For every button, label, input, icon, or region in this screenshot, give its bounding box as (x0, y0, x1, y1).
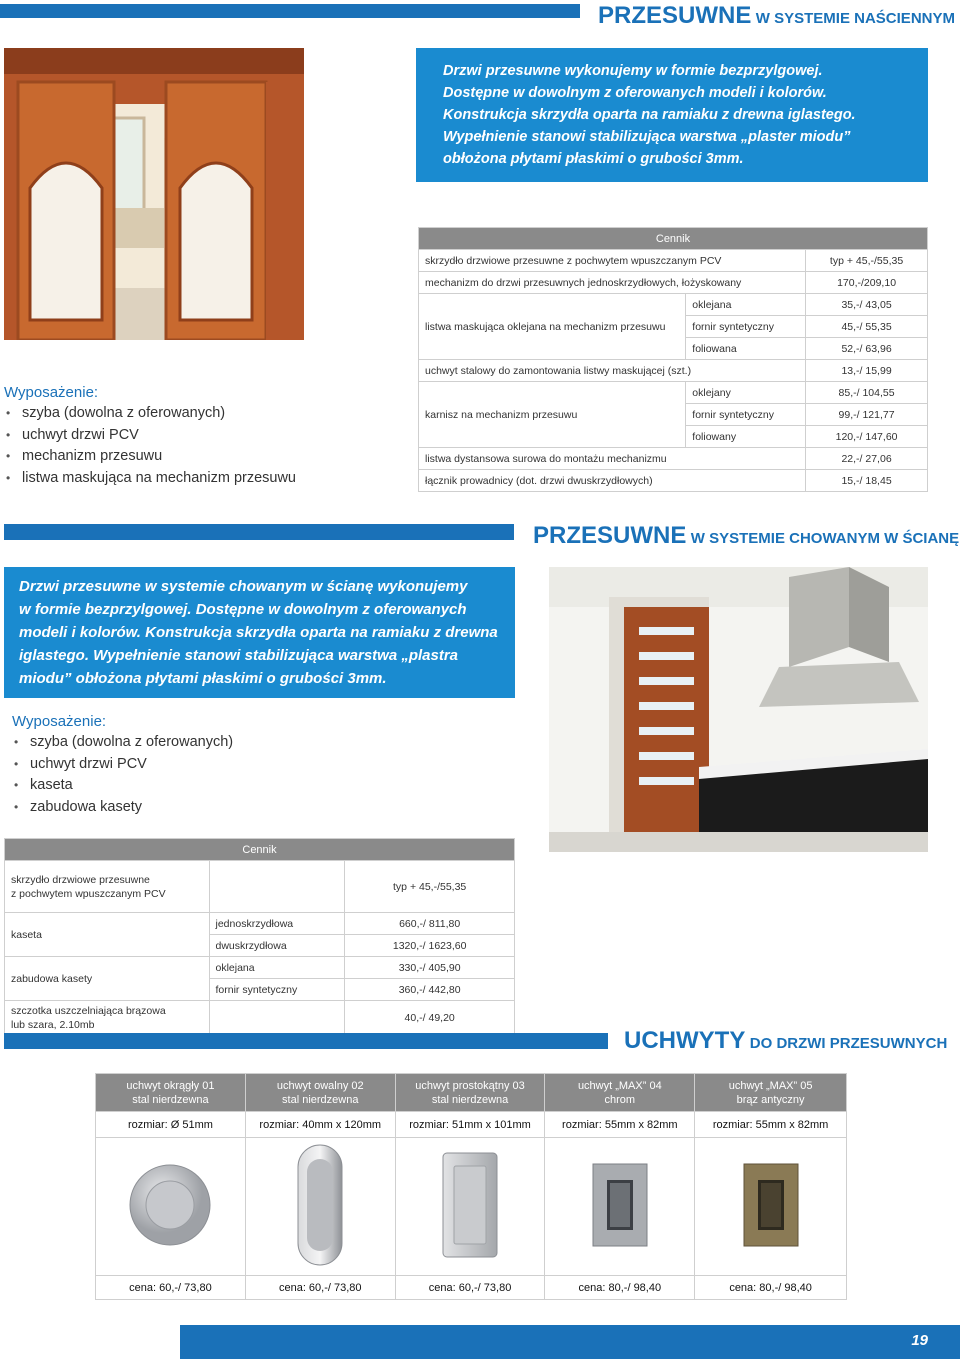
row-name (5, 861, 210, 913)
section2-price-table (4, 838, 515, 1035)
row-name: listwa dystansowa surowa do montażu mechanizmu (419, 448, 806, 470)
handle-material: chrom (604, 1093, 636, 1106)
handle-price: cena: 60,-/ 73,80 (245, 1276, 395, 1300)
handle-name: uchwyt „MAX” 04 (577, 1079, 662, 1092)
row-price: 360,-/ 442,80 (345, 979, 515, 1001)
row-price: 45,-/ 55,35 (806, 316, 928, 338)
row-price: 13,-/ 15,99 (806, 360, 928, 382)
handle-price: cena: 80,-/ 98,40 (695, 1276, 847, 1300)
section3-accent-bar (4, 1033, 608, 1049)
handle-price: cena: 80,-/ 98,40 (545, 1276, 695, 1300)
row-variant: jednoskrzydłowa (209, 913, 345, 935)
row-price: typ + 45,-/55,35 (345, 861, 515, 913)
handles-table (95, 1073, 847, 1300)
handle-name: uchwyt „MAX” 05 (728, 1079, 813, 1092)
section2-title-big: PRZESUWNE (533, 522, 687, 549)
row-name: mechanizm do drzwi przesuwnych jednoskrzydłowych, łożyskowany (419, 272, 806, 294)
handle-header (695, 1074, 847, 1112)
row-name-line: lub szara, 2.10mb (11, 1018, 95, 1031)
handle-size: rozmiar: 55mm x 82mm (545, 1112, 695, 1138)
row-variant: oklejany (686, 382, 806, 404)
section3-title (624, 1027, 947, 1055)
section2-intro (4, 567, 515, 698)
intro-line: Konstrukcja skrzydła oparta na ramiaku z drewna iglastego. (443, 107, 856, 123)
section1-title-small: W SYSTEMIE NAŚCIENNYM (755, 10, 955, 27)
oval-handle-icon (295, 1143, 345, 1267)
equipment-item: • uchwyt drzwi PCV (4, 425, 296, 447)
price-table-header: Cennik (5, 839, 515, 861)
table-row (5, 1001, 515, 1035)
row-price: 85,-/ 104,55 (806, 382, 928, 404)
table-row (419, 294, 928, 316)
row-name: kaseta (5, 913, 210, 957)
row-price: 40,-/ 49,20 (345, 1001, 515, 1035)
empty-cell (209, 1001, 345, 1035)
table-row (419, 448, 928, 470)
row-price: 99,-/ 121,77 (806, 404, 928, 426)
row-name: zabudowa kasety (5, 957, 210, 1001)
handle-name: uchwyt owalny 02 (276, 1079, 364, 1092)
table-row (419, 272, 928, 294)
row-variant: oklejana (209, 957, 345, 979)
row-price: 22,-/ 27,06 (806, 448, 928, 470)
row-price: 52,-/ 63,96 (806, 338, 928, 360)
row-price: typ + 45,-/55,35 (806, 250, 928, 272)
row-variant: fornir syntetyczny (209, 979, 345, 1001)
handle-price: cena: 60,-/ 73,80 (96, 1276, 246, 1300)
row-name: łącznik prowadnicy (dot. drzwi dwuskrzydłowych) (419, 470, 806, 492)
equipment-item: • listwa maskująca na mechanizm przesuwu (4, 468, 296, 490)
row-price: 330,-/ 405,90 (345, 957, 515, 979)
equipment-item: • mechanizm przesuwu (4, 446, 296, 468)
intro-line: modeli i kolorów. Konstrukcja skrzydła oparta na ramiaku z drewna (19, 624, 498, 641)
row-price: 15,-/ 18,45 (806, 470, 928, 492)
handle-price: cena: 60,-/ 73,80 (395, 1276, 545, 1300)
table-row (5, 913, 515, 935)
intro-line: Dostępne w dowolnym z oferowanych modeli i kolorów. (443, 85, 827, 101)
section1-title (598, 2, 955, 30)
handle-name: uchwyt okrągły 01 (126, 1079, 215, 1092)
row-price: 35,-/ 43,05 (806, 294, 928, 316)
section1-equipment (4, 384, 296, 489)
handle-image-cell (245, 1138, 395, 1276)
intro-line: Drzwi przesuwne w systemie chowanym w ścianę wykonujemy (19, 578, 468, 595)
handle-header (395, 1074, 545, 1112)
section1-price-table (418, 227, 928, 492)
handle-material: stal nierdzewna (132, 1093, 209, 1106)
top-accent-bar (0, 4, 580, 18)
section2-equipment (12, 713, 233, 818)
row-name: skrzydło drzwiowe przesuwne z pochwytem wpuszczanym PCV (419, 250, 806, 272)
table-row (419, 360, 928, 382)
handle-header (245, 1074, 395, 1112)
table-row (419, 250, 928, 272)
equipment-item: • kaseta (12, 775, 233, 797)
price-table-header: Cennik (419, 228, 928, 250)
intro-line: miodu” obłożona płytami płaskimi o grubości 3mm. (19, 670, 387, 687)
handle-size: rozmiar: 55mm x 82mm (695, 1112, 847, 1138)
equipment-item: • zabudowa kasety (12, 797, 233, 819)
max-bronze-handle-icon (742, 1162, 800, 1248)
handle-image-cell (545, 1138, 695, 1276)
intro-line: obłożona płytami płaskimi o grubości 3mm. (443, 151, 744, 167)
row-variant: foliowany (686, 426, 806, 448)
handle-image-cell (96, 1138, 246, 1276)
page-number: 19 (911, 1332, 928, 1349)
row-price: 170,-/209,10 (806, 272, 928, 294)
row-name-line: szczotka uszczelniająca brązowa (11, 1004, 166, 1017)
table-row (5, 861, 515, 913)
row-variant: oklejana (686, 294, 806, 316)
handle-image-cell (695, 1138, 847, 1276)
round-handle-icon (125, 1160, 215, 1250)
kitchen-pocket-door-photo (549, 567, 928, 852)
handle-material: stal nierdzewna (282, 1093, 359, 1106)
intro-line: Drzwi przesuwne wykonujemy w formie bezprzylgowej. (443, 63, 823, 79)
handle-size: rozmiar: Ø 51mm (96, 1112, 246, 1138)
section2-title-small: W SYSTEMIE CHOWANYM W ŚCIANĘ (690, 530, 960, 547)
row-price: 120,-/ 147,60 (806, 426, 928, 448)
handle-name: uchwyt prostokątny 03 (415, 1079, 525, 1092)
row-name-line: skrzydło drzwiowe przesuwne (11, 873, 150, 886)
empty-cell (209, 861, 345, 913)
row-name: karnisz na mechanizm przesuwu (419, 382, 686, 448)
row-name: uchwyt stalowy do zamontowania listwy maskującej (szt.) (419, 360, 806, 382)
handle-material: stal nierdzewna (431, 1093, 509, 1106)
rectangular-handle-icon (440, 1150, 500, 1260)
intro-line: Wypełnienie stanowi stabilizująca warstwa „plaster miodu” (443, 129, 851, 145)
handle-material: brąz antyczny (736, 1093, 805, 1106)
row-variant: foliowana (686, 338, 806, 360)
footer-bar (180, 1325, 960, 1359)
handle-size: rozmiar: 51mm x 101mm (395, 1112, 545, 1138)
table-row (419, 382, 928, 404)
equipment-item: • szyba (dowolna z oferowanych) (12, 732, 233, 754)
section2-title (533, 522, 959, 550)
intro-line: w formie bezprzylgowej. Dostępne w dowolnym z oferowanych (19, 601, 467, 618)
row-price: 660,-/ 811,80 (345, 913, 515, 935)
row-name: listwa maskująca oklejana na mechanizm przesuwu (419, 294, 686, 360)
row-name-line: z pochwytem wpuszczanym PCV (11, 887, 166, 900)
intro-line: iglastego. Wypełnienie stanowi stabilizująca warstwa „plastra (19, 647, 459, 664)
max-chrome-handle-icon (591, 1162, 649, 1248)
section1-intro (416, 48, 928, 182)
handle-size: rozmiar: 40mm x 120mm (245, 1112, 395, 1138)
row-name (5, 1001, 210, 1035)
handle-header (545, 1074, 695, 1112)
section3-title-small: DO DRZWI PRZESUWNYCH (749, 1035, 948, 1052)
equipment-item: • szyba (dowolna z oferowanych) (4, 403, 296, 425)
row-price: 1320,-/ 1623,60 (345, 935, 515, 957)
row-variant: fornir syntetyczny (686, 316, 806, 338)
handle-image-cell (395, 1138, 545, 1276)
sliding-doors-photo (4, 48, 304, 340)
section1-title-big: PRZESUWNE (598, 2, 752, 29)
table-row (419, 470, 928, 492)
section2-accent-bar (4, 524, 514, 540)
equipment-title: Wyposażenie: (4, 384, 99, 401)
table-row (5, 957, 515, 979)
section3-title-big: UCHWYTY (624, 1027, 746, 1054)
row-variant: dwuskrzydłowa (209, 935, 345, 957)
equipment-item: • uchwyt drzwi PCV (12, 754, 233, 776)
equipment-title: Wyposażenie: (12, 713, 107, 730)
handle-header (96, 1074, 246, 1112)
row-variant: fornir syntetyczny (686, 404, 806, 426)
